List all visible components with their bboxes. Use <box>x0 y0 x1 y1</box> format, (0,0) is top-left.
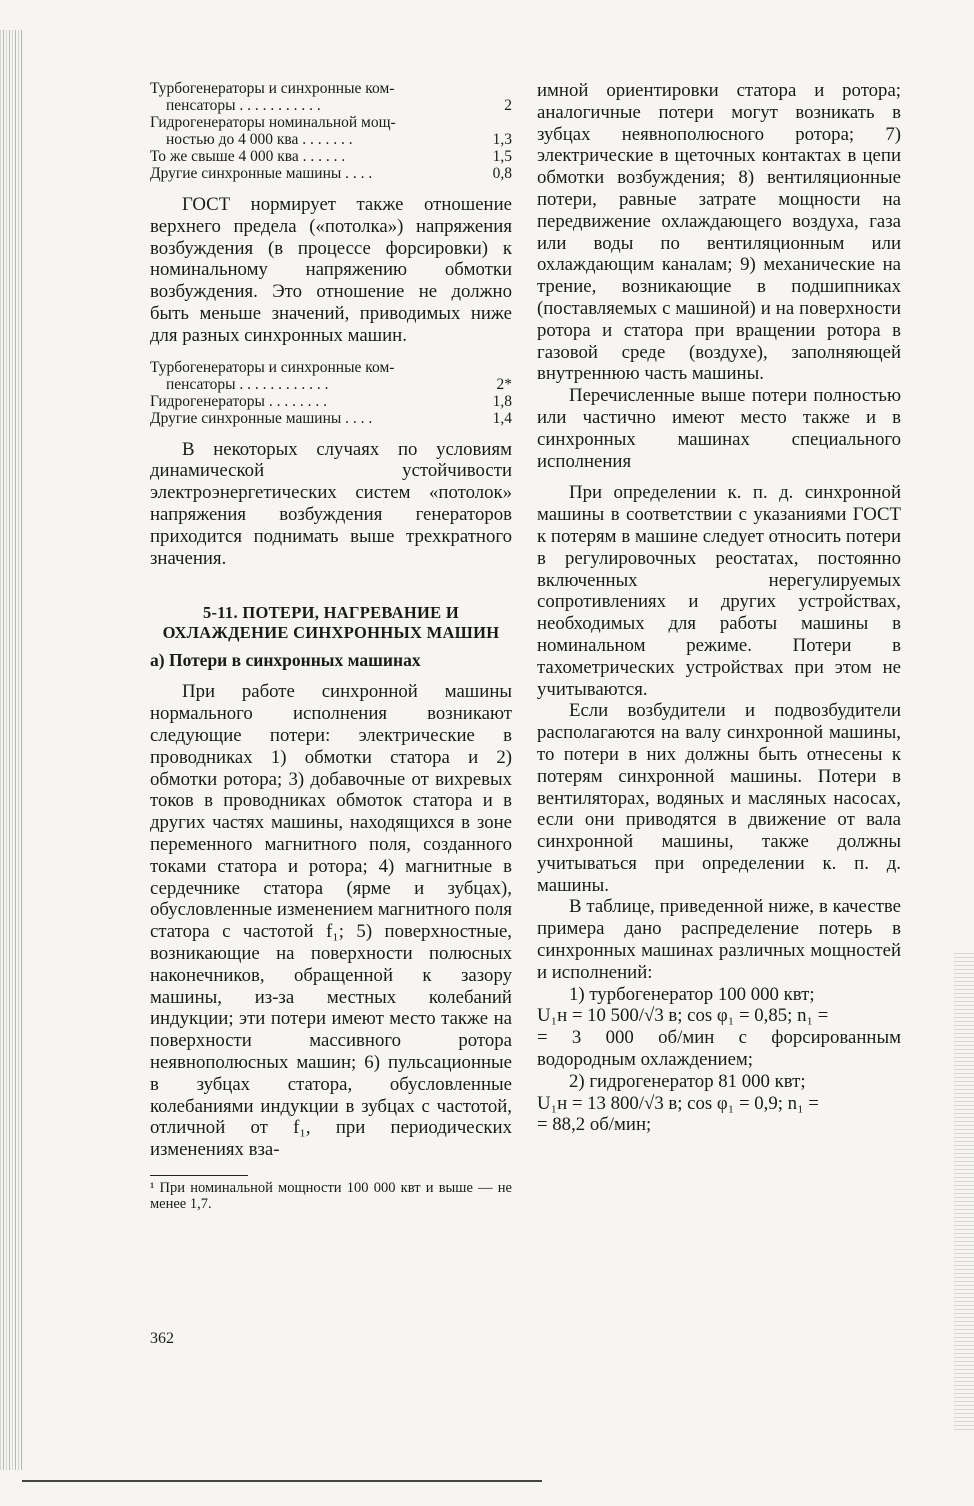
row-label: Турбогенераторы и синхронные ком- <box>150 80 395 97</box>
section-heading: 5-11. ПОТЕРИ, НАГРЕВАНИЕ И ОХЛАЖДЕНИЕ СИНХРОННЫХ МАШИН <box>162 603 500 642</box>
table-row <box>150 359 512 376</box>
table-row <box>150 97 512 114</box>
right-column <box>537 80 901 1136</box>
row-label: Гидрогенераторы номинальной мощ- <box>150 114 396 131</box>
paragraph: имной ориентировки статора и ротора; аналогичные потери могут возникать в зубцах неявнополюсного ротора; 7) электрические в щеточных контактах в цепи обмотки возбуждения; 8) вентиляционные потери, равные затрате мощности на передвижение охлаждающего воздуха, газа или воды по вентиляционным или охлаждающим каналам; 9) механические на трение, возникающие в подшипниках (поставляемых с машиной) и на поверхности ротора и статора при вращении ротора в газовой среде (воздухе), заполняющей внутреннюю часть машины. <box>537 80 901 385</box>
row-value: 1,5 <box>492 148 512 165</box>
table-row <box>150 114 512 131</box>
list-item: 2) гидрогенератор 81 000 квт; <box>569 1070 806 1092</box>
table-row <box>150 131 512 148</box>
book-spine-shadow <box>0 30 22 1470</box>
list-item: 1) турбогенератор 100 000 квт; <box>569 983 815 1005</box>
paragraph: В таблице, приведенной ниже, в качестве примера дано распределение потерь в синхронных машинах различных мощностей и исполнений: <box>537 896 901 983</box>
table-row <box>150 410 512 427</box>
row-value: 1,8 <box>492 392 512 410</box>
left-column <box>150 80 512 1213</box>
list-item: = 88,2 об/мин; <box>537 1114 652 1136</box>
footnote: ¹ При номинальной мощности 100 000 квт и выше — не менее 1,7. <box>150 1179 512 1213</box>
row-label: пенсаторы . . . . . . . . . . . <box>166 97 321 114</box>
formula-line: U₁н = 10 500/√3 в; cos φ₁ = 0,85; n₁ = <box>537 1005 829 1027</box>
row-label: Турбогенераторы и синхронные ком- <box>150 358 395 376</box>
row-value: 0,8 <box>492 165 512 182</box>
row-label: ностью до 4 000 ква . . . . . . . <box>166 131 353 148</box>
ceiling-voltage-table <box>150 359 512 427</box>
table-row <box>150 80 512 97</box>
row-label: То же свыше 4 000 ква . . . . . . <box>150 148 346 165</box>
table-row <box>150 165 512 182</box>
row-value: 2* <box>496 375 512 393</box>
table-row <box>150 148 512 165</box>
row-label: Другие синхронные машины . . . . <box>150 165 373 182</box>
row-label: пенсаторы . . . . . . . . . . . . <box>166 375 329 393</box>
paragraph: При определении к. п. д. синхронной машины в соответствии с указаниями ГОСТ к потерям в машине следует относить потери в регулировочных реостатах, постоянно включенных нерегулируемых сопротивлениях и других устройствах, необходимых для работы машины в номинальном режиме. Потери в тахометрических устройствах при этом не учитываются. <box>537 482 901 700</box>
list-item: = 3 000 об/мин с форсированным водородным охлаждением; <box>537 1027 901 1071</box>
row-label: Другие синхронные машины . . . . <box>150 409 373 427</box>
footnote-rule <box>150 1175 248 1176</box>
page-number: 362 <box>150 1330 174 1347</box>
table-row <box>150 376 512 393</box>
excitation-ratio-table <box>150 80 512 182</box>
page-bottom-line <box>22 1480 542 1482</box>
page-edge-texture <box>954 950 974 1430</box>
table-row <box>150 393 512 410</box>
row-label: Гидрогенераторы . . . . . . . . <box>150 392 327 410</box>
paragraph: В некоторых случаях по условиям динамической устойчивости электроэнергетических систем «потолок» напряжения возбуждения генераторов приходится поднимать выше трехкратного значения. <box>150 438 512 569</box>
row-value: 1,4 <box>492 409 512 427</box>
formula-line: U₁н = 13 800/√3 в; cos φ₁ = 0,9; n₁ = <box>537 1092 819 1114</box>
paragraph: ГОСТ нормирует также отношение верхнего предела («потолка») напряжения возбуждения (в процессе форсировки) к номинальному напряжению обмотки возбуждения. Это отношение не должно быть меньше значений, приводимых ниже для разных синхронных машин. <box>150 194 512 346</box>
subsection-heading: а) Потери в синхронных машинах <box>150 650 421 671</box>
paragraph: При работе синхронной машины нормального исполнения возникают следующие потери: электрические в проводниках 1) обмотки статора и 2) обмотки ротора; 3) добавочные от вихревых токов в проводниках обмоток статора и в других частях машины, находящихся в зоне переменного магнитного поля, созданного токами статора и ротора; 4) магнитные в сердечнике статора (ярме и зубцах), обусловленные изменением магнитного поля статора с частотой f₁; 5) поверхностные, возникающие на поверхности полюсных наконечников, обращенной к зазору машины, из-за местных колебаний индукции; эти потери имеют место также на поверхности массивного ротора неявнополюсных машин; 6) пульсационные в зубцах статора, обусловленные колебаниями индукции в зубцах с частотой, отличной от f₁, при периодических изменениях вза- <box>150 681 512 1161</box>
row-value: 1,3 <box>492 131 512 148</box>
row-value: 2 <box>504 97 512 114</box>
paragraph: Перечисленные выше потери полностью или частично имеют место также и в синхронных машинах специального исполнения <box>537 385 901 472</box>
paragraph: Если возбудители и подвозбудители располагаются на валу синхронной машины, то потери в них должны быть отнесены к потерям синхронной машины. Потери в вентиляторах, водяных и масляных насосах, если они приводятся в движение от вала синхронной машины, также должны учитываться при определении к. п. д. машины. <box>537 700 901 896</box>
